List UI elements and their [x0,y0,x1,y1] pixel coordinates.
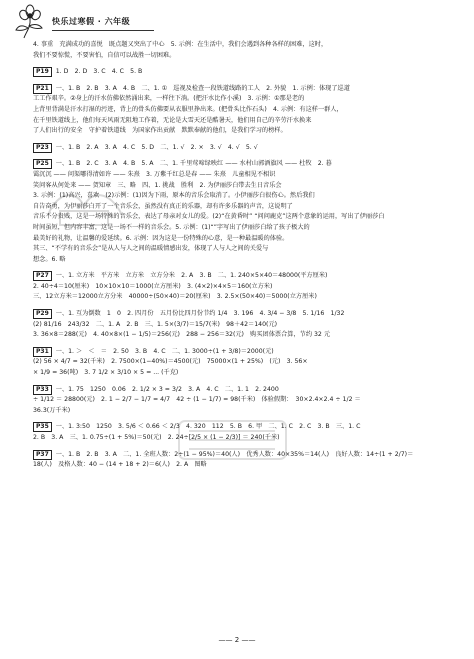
section-p19 [33,67,453,78]
text-line: 音乐不分贵贱，这是一场特殊的音乐会，表达了母亲对女儿的爱。(2)“在黄昏时” “问问鹿克”这两个意象的运用，写出了伊丽莎白 [33,213,385,221]
page-tag: P33 [33,385,52,395]
text-line: 霭沉沉 —— 问渠哪得清如许 —— 朱熹 3. 万紫千红总是春 —— 朱熹 儿童相见不相识 [33,170,276,178]
text-line: 一、1. B 2. A 3. A 4. C 5. D 二、1. √ 2. × 3. √ 4. √ 5. √ [55,143,258,151]
page-tag: P21 [33,84,52,94]
page-tag: P23 [33,143,52,153]
section-intro [33,40,453,61]
section-p33 [33,385,453,417]
text-line: × 1/9 = 36(吨) 3. 7 1/2 × 3/10 × 5 = ... (千克) [33,369,179,377]
text-line: 18(人) 及格人数：40 − (14 + 18 + 2)＝6(人) 2. A 图略 [33,461,207,469]
text-line: 2. B 3. A 三、1. 0.75÷(1 + 5%)＝50(元) 2. 24÷[2/5 × (1 − 2/3)] ＝ 240(千米) [33,434,280,441]
flower-icon [10,2,52,40]
text-line: 一、1. B 2. C 3. A 4. B 5. A 二、1. 千里莺啼绿映红 —— 水村山郭酒旗风 —— 杜牧 2. 暮 [55,160,332,168]
section-p25 [33,159,453,265]
text-line: 在千里铁道线上，他们每天风雨无阻地工作着，无论是大雪天还是酷暑天，他们用自己的辛劳汗水换来 [33,116,312,124]
text-line: 三、12立方米＝12000立方分米 40000÷(50×40)＝20(厘米) 3. 2.5×(50×40)＝5000(立方厘米) [33,293,317,301]
text-line: ÷ 1/12 ＝ 28800(元) 2. 1 − 2/7 − 1/7 = 4/7 42 ÷ (1 − 1/7) = 98(千米) 体验假期： 30×2.4×2.4 ÷ 1/2 ＝ [33,396,361,404]
text-line: 一、1. B 2. B 3. A 4. B 二、1. ① 巡视及检查一段铁道线路的工人 2. 外貌 1. 示例：体现了巡道 [55,84,350,92]
text-line: 一、1. 75 1250 0.06 2. 1/2 × 3 = 3/2 3. A 4. C 二、1. 1 2. 2400 [55,385,279,393]
section-p31 [33,347,453,379]
page-title: 快乐过寒假 · 六年级 [52,17,131,26]
page-number: —— 2 —— [218,636,256,644]
text-line: 上背里背满是汗水打湿的污迹，背上的骨头仿佛要从衣服里挣出来。(把骨头比作石头) 4. 示例：有这样一群人， [33,105,343,113]
text-line: 其三、“不学有的音乐会”是从人与人之间的温暖情感出发，体现了人与人之间的关爱与 [33,245,269,253]
page-tag: P27 [33,271,52,281]
text-line: 4. 事重 充满成功的喜悦 既点题又突出了中心 5. 示例：在生活中，我们会遇到各种各样的困难，这时， [33,41,328,48]
section-p37 [33,450,453,471]
text-line: 3. 示例：(1)高兴，喜欢 (2)示例：(1)因为下雨，原本的音乐会取消了。小伊丽莎白很伤心。然后我们 [33,192,315,200]
text-line: 一、1. 3:50 1250 3. 5/6 ＜ 0.66 ＜ 2/3 4. 320 112 5. B 6. 甲 二、1. C 2. C 3. B 三、1. C [55,423,361,431]
text-line: 自告奋勇，为伊丽莎白开了一个音乐会，虽然没有真正的乐器，却有许多乐器的声音，这说明了 [33,202,293,210]
text-line: 一、1. ＞ ＜ ＝ 2. 50 3. B 4. C 二、1. 3000÷(1 + 3/8)＝2000(元) [55,347,274,355]
text-line: 笑问客从何处来 —— 贺知章 三、略 四、1. 挑战 胜利 2. 为伊丽莎白带去生日音乐会 [33,181,282,189]
text-line: 3. 36×8＝288(元) 4. 40×8×(1 − 1/5)＝256(元) 288 − 256＝32(元) 购买团体票合算，节约 32 元 [33,331,331,339]
page-header [0,0,474,40]
text-line: 想念。6. 略 [33,255,66,263]
section-p35 [33,422,453,443]
page-tag: P35 [33,422,52,432]
text-line: 一、1. 立方米 平方米 立方米 立方分米 2. A 3. B 二、1. 240×5×40＝48000(平方厘米) [55,272,328,280]
section-p29 [33,309,453,341]
text-line: 一、1. 互为倒数 1 0 2. 四月份 五月份比四月份节约 1/4 3. 196 4. 3/4 − 3/8 5. 1/16 1/32 [55,310,345,318]
text-line: 我们不要惊慌，不要害怕，自信可以战胜一切困难。 [33,51,176,59]
page-tag: P37 [33,450,52,460]
text-line: (2) 56 × 4/7 = 32(千米) 2. 7500×(1−40%)＝4500(元) 75000×(1 + 25%) (元) 3. 56× [33,358,308,366]
text-line: 一、1. B 2. B 3. A 二、1. 全班人数：2÷(1 − 95%)＝40(人) 优秀人数：40×35%＝14(人) 良好人数：14÷(1 + 2/7)＝ [55,450,414,458]
text-line: 最美好的礼物，让温馨的爱延续。6. 示例：因为这是一份特殊的心意，是一种最温暖的体验。 [33,234,289,242]
text-line: 工工作艰辛。②身上的汗水仿佛依然涌出来，一样往下淌。(把汗水比作小溪) 3. 示例：①那是老的 [33,95,305,103]
text-line: 36.3(万千米) [33,406,71,414]
section-p27 [33,271,453,303]
page-tag: P31 [33,347,52,357]
section-p21 [33,84,453,137]
section-p23 [33,143,453,154]
answer-content [33,40,453,471]
text-line: 2. 40÷4＝10(厘米) 10×10×10＝1000(立方厘米) 3. (4×2)×4×5＝160(立方米) [33,282,273,290]
text-line: 时间虽短，但内容丰富，这是一场不一样的音乐会。5. 示例：(1)“”字写出了伊丽莎白给了孩子极大的 [33,223,310,231]
text-line: 了人们出行的安全 守护着铁道线 为国家作出贡献 默默奉献的他们，是我们学习的榜样。 [33,127,287,135]
page-tag: P25 [33,159,52,169]
text-line: (2) 81/16 243/32 二、1. A 2. B 三、1. 5×(3/7)＝15/7(米) 98＋42＝140(元) [33,320,278,328]
text-line: 1. D 2. D 3. C 4. C 5. B [55,68,143,76]
header-rule [52,30,154,31]
page-tag: P29 [33,309,52,319]
page-tag: P19 [33,67,52,77]
